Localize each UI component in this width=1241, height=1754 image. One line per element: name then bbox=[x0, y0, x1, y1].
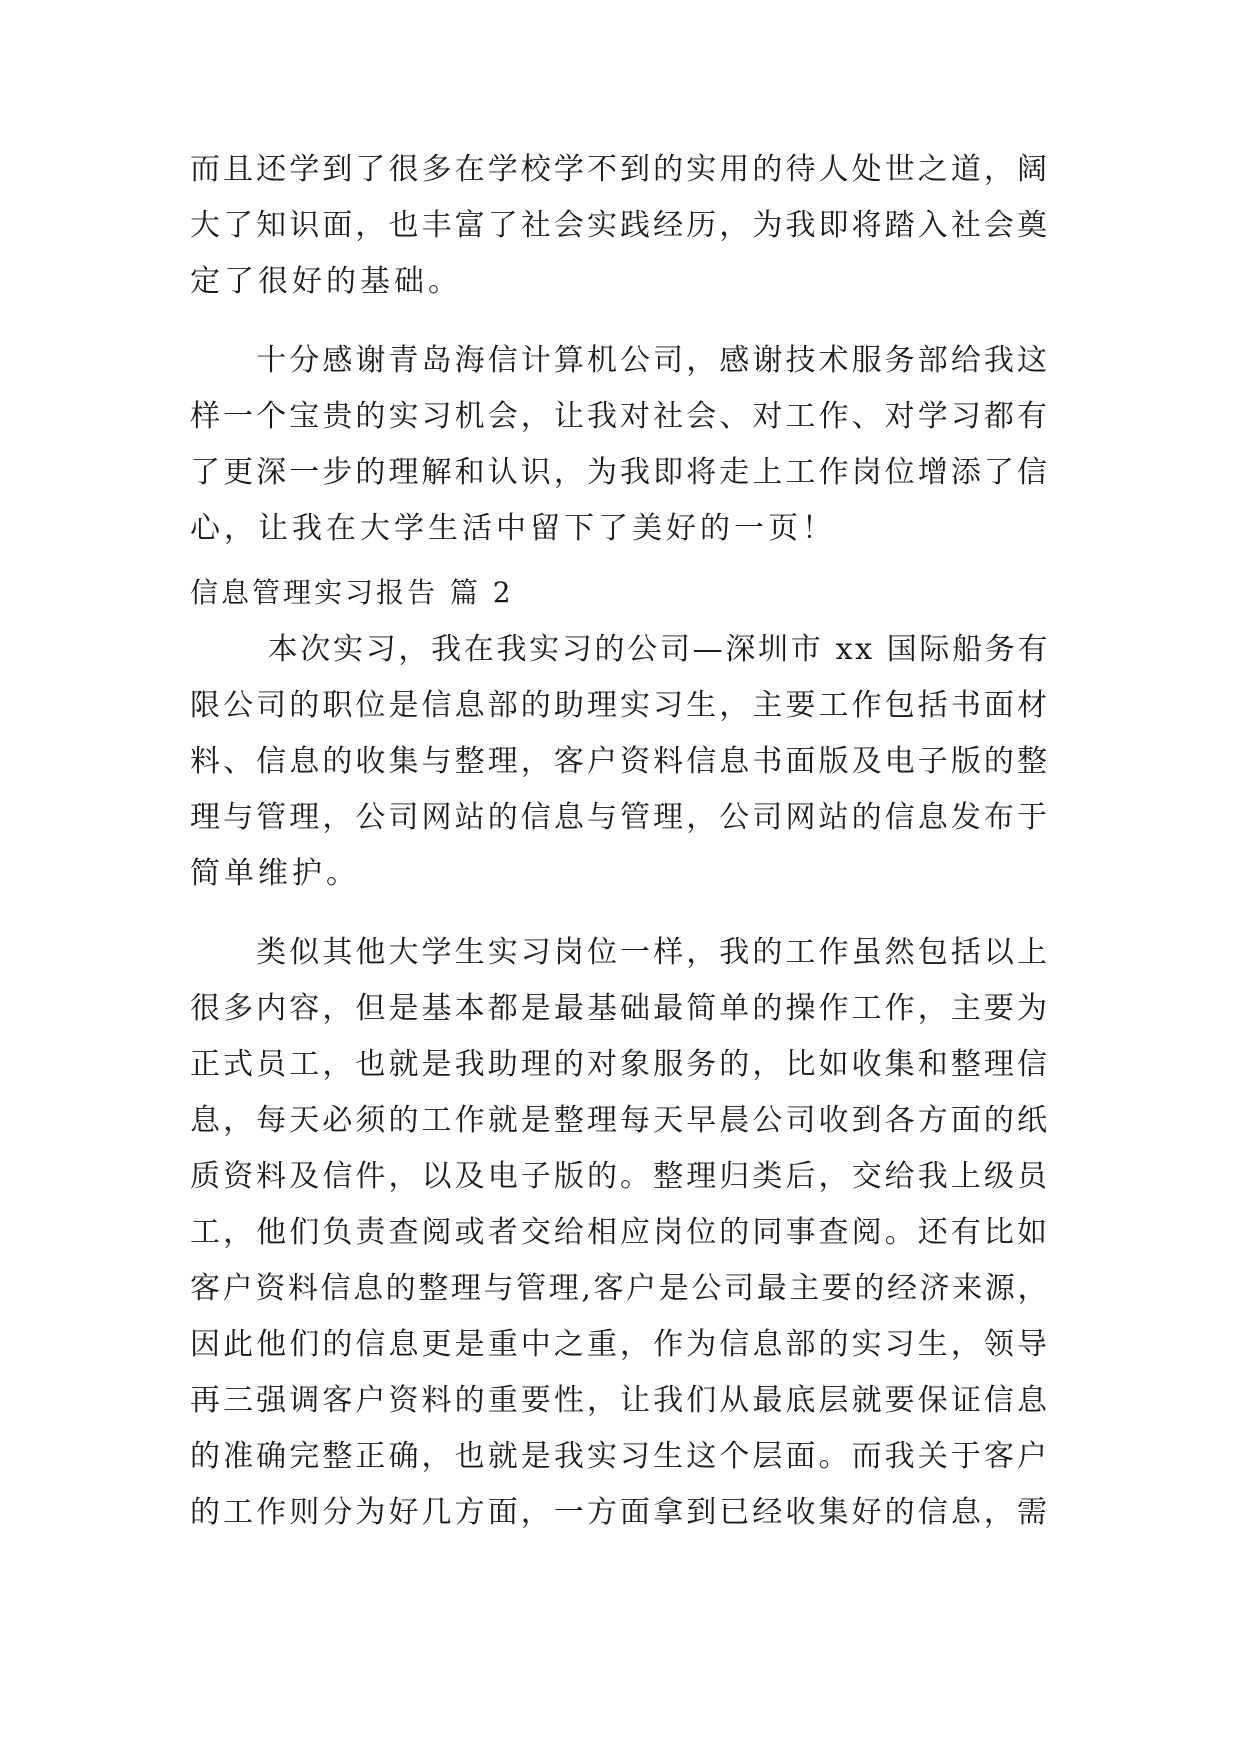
paragraph-2-line-4: 心，让我在大学生活中留下了美好的一页！ bbox=[190, 511, 836, 546]
paragraph-3-line-4: 理与管理，公司网站的信息与管理，公司网站的信息发布于 bbox=[190, 800, 1050, 835]
paragraph-4-line-10: 的准确完整正确，也就是我实习生这个层面。而我关于客户 bbox=[190, 1439, 1050, 1474]
paragraph-4-line-1: 类似其他大学生实习岗位一样，我的工作虽然包括以上 bbox=[190, 935, 1050, 970]
paragraph-4-line-3: 正式员工，也就是我助理的对象服务的，比如收集和整理信 bbox=[190, 1047, 1050, 1082]
paragraph-4-line-9: 再三强调客户资料的重要性，让我们从最底层就要保证信息 bbox=[190, 1383, 1050, 1418]
paragraph-4-line-7: 客户资料信息的整理与管理,客户是公司最主要的经济来源， bbox=[190, 1271, 1050, 1306]
paragraph-2-line-1: 十分感谢青岛海信计算机公司，感谢技术服务部给我这 bbox=[190, 343, 1050, 378]
paragraph-3-line-5: 简单维护。 bbox=[190, 856, 360, 891]
paragraph-2-line-2: 样一个宝贵的实习机会，让我对社会、对工作、对学习都有 bbox=[190, 399, 1050, 434]
paragraph-3-line-3: 料、信息的收集与整理，客户资料信息书面版及电子版的整 bbox=[190, 744, 1050, 779]
paragraph-1-line-1: 而且还学到了很多在学校学不到的实用的待人处世之道，阔 bbox=[190, 152, 1050, 187]
paragraph-4-line-5: 质资料及信件，以及电子版的。整理归类后，交给我上级员 bbox=[190, 1159, 1050, 1194]
paragraph-3-line-1: 本次实习，我在我实习的公司—深圳市 xx 国际船务有 bbox=[190, 632, 1050, 667]
section-heading: 信息管理实习报告 篇 2 bbox=[190, 576, 514, 609]
paragraph-4-line-8: 因此他们的信息更是重中之重，作为信息部的实习生，领导 bbox=[190, 1327, 1050, 1362]
paragraph-4-line-2: 很多内容，但是基本都是最基础最简单的操作工作，主要为 bbox=[190, 991, 1050, 1026]
paragraph-2-line-3: 了更深一步的理解和认识，为我即将走上工作岗位增添了信 bbox=[190, 455, 1050, 490]
paragraph-4-line-4: 息，每天必须的工作就是整理每天早晨公司收到各方面的纸 bbox=[190, 1103, 1050, 1138]
paragraph-3-line-2: 限公司的职位是信息部的助理实习生，主要工作包括书面材 bbox=[190, 688, 1050, 723]
paragraph-1-line-3: 定了很好的基础。 bbox=[190, 264, 462, 299]
paragraph-4-line-6: 工，他们负责查阅或者交给相应岗位的同事查阅。还有比如 bbox=[190, 1215, 1050, 1250]
paragraph-1-line-2: 大了知识面，也丰富了社会实践经历，为我即将踏入社会奠 bbox=[190, 208, 1050, 243]
paragraph-4-line-11: 的工作则分为好几方面，一方面拿到已经收集好的信息，需 bbox=[190, 1495, 1050, 1530]
